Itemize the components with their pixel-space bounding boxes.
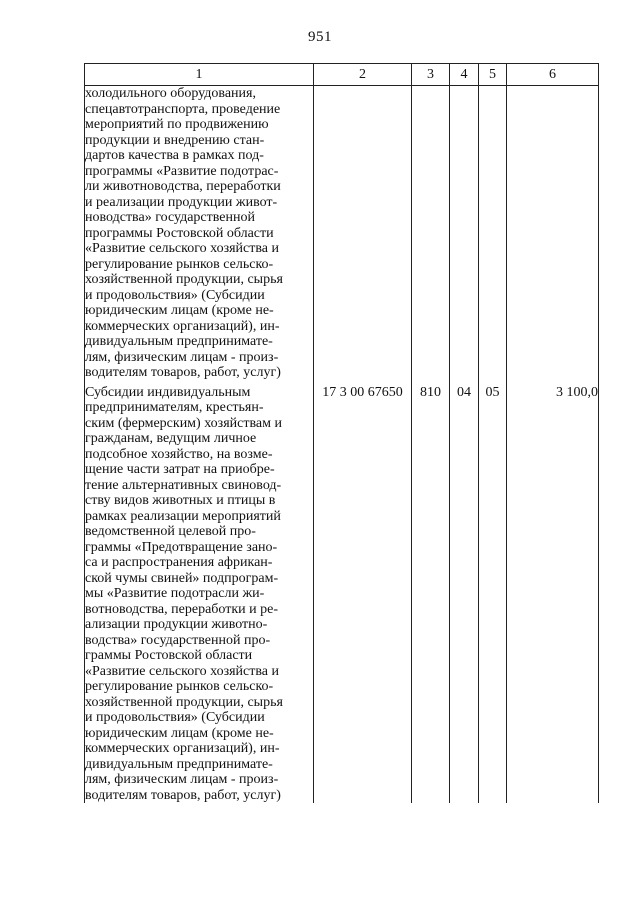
row-description: холодильного оборудования, спецавтотранспорта, проведение мероприятий по продвижению продукции и внедрению стан- дартов качества в рамках под- программы «Развитие подотрас- ли животноводства, переработки и реализации продукции живот- новодства» государственной программы Ростовской области «Развитие сельского хозяйства и регулирование рынков сельско- хозяйственной продукции, сырья и продовольствия» (Субсидии юридическим лицам (кроме не- коммерческих организаций), ин- дивидуальным предпринимате- лям, физическим лицам - произ- водителям товаров, работ, услуг) <box>85 86 314 381</box>
header-col-1: 1 <box>85 64 314 86</box>
header-col-4: 4 <box>450 64 479 86</box>
table-row <box>85 86 599 381</box>
header-col-5: 5 <box>479 64 507 86</box>
row-amount <box>507 86 599 381</box>
row-expense-type: 810 <box>412 381 450 804</box>
row-expense-type <box>412 86 450 381</box>
budget-table <box>84 63 599 803</box>
header-col-3: 3 <box>412 64 450 86</box>
header-col-2: 2 <box>314 64 412 86</box>
row-subsection: 05 <box>479 381 507 804</box>
row-target-code: 17 3 00 67650 <box>314 381 412 804</box>
table-row <box>85 381 599 804</box>
row-amount: 3 100,0 <box>507 381 599 804</box>
table-header-row <box>85 64 599 86</box>
row-section <box>450 86 479 381</box>
header-col-6: 6 <box>507 64 599 86</box>
row-target-code <box>314 86 412 381</box>
row-subsection <box>479 86 507 381</box>
row-section: 04 <box>450 381 479 804</box>
page-number: 951 <box>308 29 332 45</box>
row-description: Субсидии индивидуальным предпринимателям, крестьян- ским (фермерским) хозяйствам и гражданам, ведущим личное подсобное хозяйство, на возме- щение части затрат на приобре- тение альтернативных свиновод- ству видов животных и птицы в рамках реализации мероприятий ведомственной целевой про- граммы «Предотвращение зано- са и распространения африкан- ской чумы свиней» подпрограм- мы «Развитие подотрасли жи- вотноводства, переработки и ре- ализации продукции животно- водства» государственной про- граммы Ростовской области «Развитие сельского хозяйства и регулирование рынков сельско- хозяйственной продукции, сырья и продовольствия» (Субсидии юридическим лицам (кроме не- коммерческих организаций), ин- дивидуальным предпринимате- лям, физическим лицам - произ- водителям товаров, работ, услуг) <box>85 381 314 804</box>
